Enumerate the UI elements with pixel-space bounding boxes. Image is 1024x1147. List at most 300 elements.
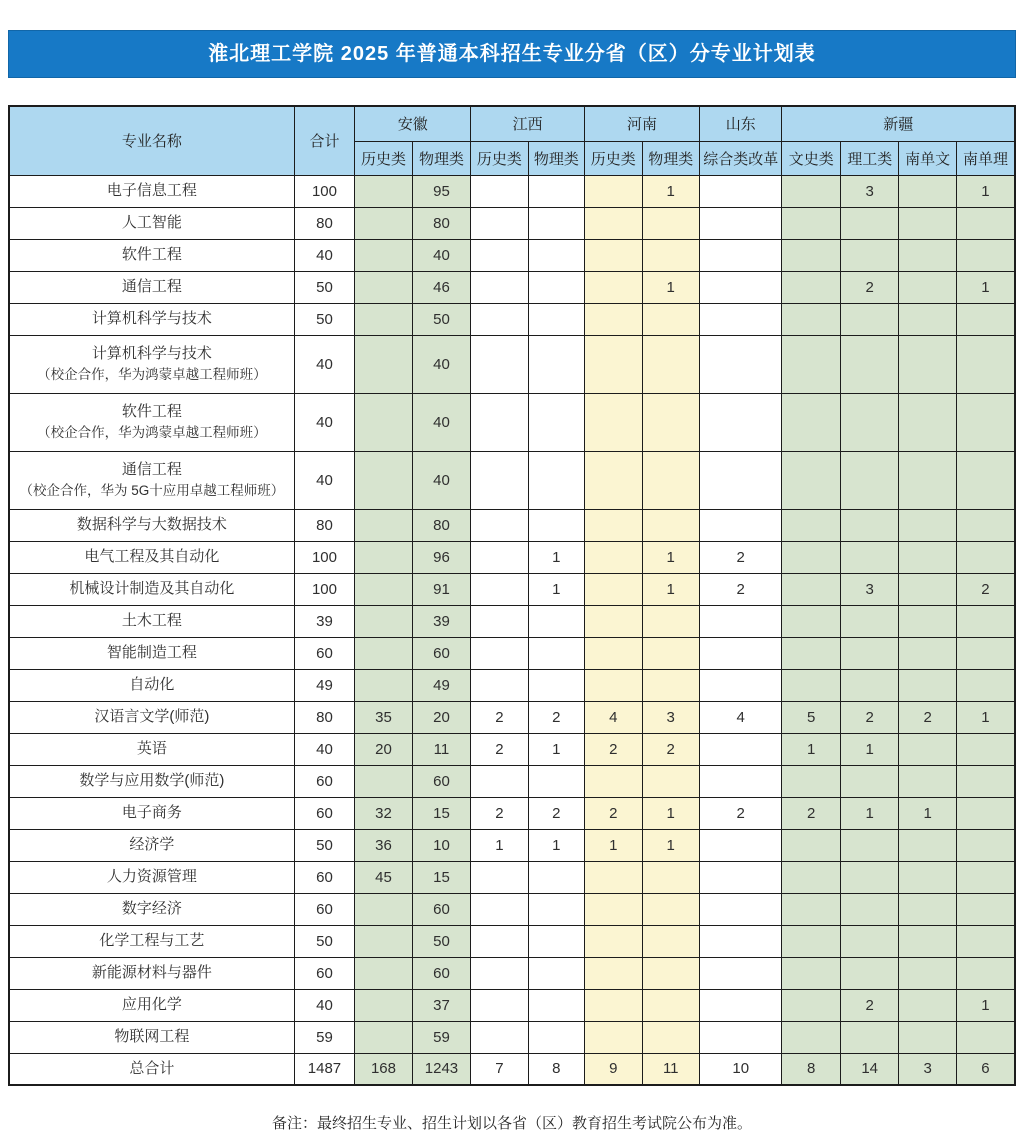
plan-count-cell [471,509,528,541]
plan-count-cell [899,765,956,797]
plan-count-cell: 3 [840,573,898,605]
plan-count-cell [642,207,699,239]
major-name-text: 人工智能 [121,214,182,232]
plan-count-cell [355,893,412,925]
plan-count-cell: 15 [412,797,470,829]
plan-count-cell [899,829,956,861]
plan-count-cell [956,861,1015,893]
plan-count-cell: 4 [585,701,642,733]
plan-count-cell [899,175,956,207]
major-name-cell [9,573,294,605]
plan-count-cell: 2 [528,701,584,733]
plan-count-cell [471,957,528,989]
plan-count-cell: 50 [294,271,355,303]
plan-count-cell: 59 [294,1021,355,1053]
plan-count-cell: 4 [699,701,782,733]
plan-count-cell [840,957,898,989]
plan-count-cell [355,541,412,573]
plan-count-cell [355,925,412,957]
plan-count-cell: 1 [642,797,699,829]
plan-count-cell [840,393,898,451]
header-subject: 南单文 [899,141,956,175]
header-subject: 历史类 [355,141,412,175]
plan-count-cell [585,893,642,925]
plan-count-cell: 40 [412,393,470,451]
plan-count-cell [956,509,1015,541]
major-name-text: 自动化 [129,676,175,694]
plan-count-cell [642,303,699,335]
plan-count-cell: 1 [585,829,642,861]
major-name-text: 物联网工程 [114,1028,190,1046]
table-row [9,797,1015,829]
table-row [9,541,1015,573]
plan-count-cell: 6 [956,1053,1015,1085]
major-name-cell [9,637,294,669]
plan-count-cell: 2 [782,797,840,829]
plan-count-cell: 1 [956,701,1015,733]
plan-count-cell [899,509,956,541]
plan-count-cell: 2 [699,797,782,829]
major-name-cell [9,541,294,573]
plan-count-cell [899,605,956,637]
plan-count-cell [355,765,412,797]
table-body [9,175,1015,1085]
plan-count-cell: 60 [412,893,470,925]
table-row [9,207,1015,239]
plan-count-cell [782,393,840,451]
plan-count-cell [782,765,840,797]
enrollment-plan-table [8,105,1016,1086]
plan-count-cell: 91 [412,573,470,605]
header-total: 合计 [294,106,355,175]
plan-count-cell [899,733,956,765]
major-name-cell [9,925,294,957]
plan-count-cell: 40 [294,335,355,393]
plan-count-cell [956,797,1015,829]
plan-count-cell [355,957,412,989]
table-row [9,271,1015,303]
plan-count-cell: 2 [585,733,642,765]
plan-count-cell [956,957,1015,989]
major-name-cell [9,957,294,989]
plan-count-cell [528,861,584,893]
plan-count-cell [528,451,584,509]
table-row [9,303,1015,335]
major-name-text: 总合计 [129,1059,175,1077]
major-name-text: 经济学 [129,836,175,854]
plan-count-cell [642,957,699,989]
plan-count-cell [840,829,898,861]
plan-count-cell [956,1021,1015,1053]
plan-count-cell [642,989,699,1021]
plan-count-cell [782,573,840,605]
plan-count-cell [699,989,782,1021]
plan-count-cell [585,765,642,797]
plan-count-cell [355,271,412,303]
plan-count-cell [528,271,584,303]
table-row [9,925,1015,957]
plan-count-cell [585,605,642,637]
plan-count-cell: 40 [294,989,355,1021]
major-name-cell [9,893,294,925]
plan-count-cell: 80 [294,509,355,541]
plan-count-cell: 2 [699,541,782,573]
plan-count-cell: 1 [642,829,699,861]
plan-count-cell: 2 [840,989,898,1021]
plan-count-cell: 1 [642,541,699,573]
plan-count-cell [840,925,898,957]
plan-count-cell [642,335,699,393]
plan-count-cell [471,605,528,637]
plan-count-cell [355,669,412,701]
plan-count-cell: 60 [294,765,355,797]
plan-count-cell: 11 [642,1053,699,1085]
plan-count-cell: 2 [956,573,1015,605]
plan-count-cell [956,925,1015,957]
table-row [9,573,1015,605]
plan-count-cell: 37 [412,989,470,1021]
plan-count-cell [899,989,956,1021]
plan-count-cell [355,605,412,637]
plan-count-cell [782,989,840,1021]
major-name-text: 通信工程 [121,278,182,296]
plan-count-cell [585,669,642,701]
plan-count-cell [782,451,840,509]
plan-count-cell: 40 [412,239,470,271]
table-row [9,239,1015,271]
plan-count-cell [899,239,956,271]
major-name-text: 数字经济 [121,900,182,918]
plan-count-cell [899,335,956,393]
major-name-text: 新能源材料与器件 [91,964,212,982]
plan-count-cell: 50 [412,303,470,335]
major-name-cell [9,829,294,861]
plan-count-cell: 60 [294,637,355,669]
plan-count-cell [642,605,699,637]
plan-count-cell: 1 [956,989,1015,1021]
table-row [9,989,1015,1021]
plan-count-cell [528,637,584,669]
major-name-text: 软件工程 [121,403,182,421]
plan-count-cell [782,861,840,893]
plan-count-cell [782,335,840,393]
plan-count-cell [840,893,898,925]
table-row [9,605,1015,637]
plan-count-cell [585,393,642,451]
plan-count-cell [899,541,956,573]
plan-count-cell: 1 [528,733,584,765]
plan-count-cell: 40 [412,451,470,509]
plan-count-cell [782,957,840,989]
major-name-cell [9,733,294,765]
major-name-text: 机械设计制造及其自动化 [69,580,235,598]
plan-count-cell [782,271,840,303]
plan-count-cell [840,335,898,393]
plan-count-cell [642,637,699,669]
footnote: 备注：最终招生专业、招生计划以各省（区）教育招生考试院公布为准。 [271,1115,752,1132]
table-row [9,637,1015,669]
plan-count-cell [528,957,584,989]
plan-count-cell [956,605,1015,637]
major-name-cell [9,271,294,303]
plan-count-cell [642,925,699,957]
plan-count-cell [899,925,956,957]
plan-count-cell: 40 [412,335,470,393]
plan-count-cell [899,957,956,989]
major-name-text: 通信工程 [121,461,182,479]
plan-count-cell [956,541,1015,573]
plan-count-cell [528,175,584,207]
plan-count-cell: 95 [412,175,470,207]
plan-count-cell: 60 [412,765,470,797]
plan-count-cell: 1 [642,175,699,207]
major-name-cell [9,207,294,239]
plan-count-cell [585,573,642,605]
plan-count-cell [642,1021,699,1053]
plan-count-cell [699,393,782,451]
plan-count-cell [840,861,898,893]
plan-count-cell [585,957,642,989]
plan-count-cell [355,989,412,1021]
table-row [9,509,1015,541]
plan-count-cell [699,861,782,893]
plan-count-cell: 5 [782,701,840,733]
plan-count-cell [899,271,956,303]
plan-count-cell [585,303,642,335]
header-subject: 文史类 [782,141,840,175]
plan-count-cell [528,509,584,541]
plan-count-cell [782,1021,840,1053]
plan-count-cell [355,1021,412,1053]
plan-count-cell [471,861,528,893]
plan-count-cell: 20 [355,733,412,765]
major-name-text: 人力资源管理 [106,868,197,886]
plan-count-cell [840,765,898,797]
plan-count-cell: 1487 [294,1053,355,1085]
plan-count-cell: 3 [840,175,898,207]
plan-count-cell [528,605,584,637]
plan-count-cell [355,335,412,393]
plan-count-cell [528,303,584,335]
plan-count-cell [585,207,642,239]
major-name-text: 电子信息工程 [106,182,197,200]
major-name-cell [9,989,294,1021]
plan-count-cell: 1 [956,271,1015,303]
major-name-cell [9,175,294,207]
major-name-cell [9,393,294,451]
plan-count-cell [471,1021,528,1053]
major-name-subtext: （校企合作，华为鸿蒙卓越工程师班） [37,425,267,441]
major-name-text: 英语 [136,740,167,758]
plan-count-cell [956,765,1015,797]
plan-count-cell: 32 [355,797,412,829]
table-row [9,733,1015,765]
plan-count-cell [471,175,528,207]
major-name-text: 软件工程 [121,246,182,264]
plan-count-cell [840,207,898,239]
plan-count-cell: 10 [699,1053,782,1085]
plan-count-cell: 1243 [412,1053,470,1085]
plan-count-cell [471,271,528,303]
plan-count-cell [642,239,699,271]
plan-count-cell: 2 [699,573,782,605]
plan-count-cell [585,175,642,207]
plan-count-cell: 14 [840,1053,898,1085]
plan-count-cell: 49 [294,669,355,701]
plan-count-cell: 1 [471,829,528,861]
plan-count-cell [355,303,412,335]
plan-count-cell: 2 [899,701,956,733]
plan-count-cell [782,829,840,861]
plan-count-cell: 168 [355,1053,412,1085]
plan-count-cell [840,303,898,335]
plan-count-cell: 1 [528,541,584,573]
plan-count-cell [840,239,898,271]
plan-count-cell [585,637,642,669]
plan-count-cell: 59 [412,1021,470,1053]
plan-count-cell: 49 [412,669,470,701]
plan-count-cell [956,239,1015,271]
plan-count-cell: 2 [528,797,584,829]
table-row [9,957,1015,989]
plan-count-cell: 60 [412,637,470,669]
plan-count-cell: 2 [642,733,699,765]
plan-count-cell [699,271,782,303]
major-name-cell [9,1053,294,1085]
plan-count-cell [355,393,412,451]
major-name-text: 数学与应用数学(师范) [79,772,225,790]
plan-count-cell [699,303,782,335]
plan-count-cell [642,509,699,541]
plan-count-cell [899,893,956,925]
plan-count-cell [355,573,412,605]
plan-count-cell [699,669,782,701]
plan-count-cell: 40 [294,451,355,509]
plan-count-cell [699,893,782,925]
plan-count-cell [956,733,1015,765]
plan-count-cell [471,451,528,509]
plan-count-cell [699,207,782,239]
major-name-text: 土木工程 [121,612,182,630]
plan-count-cell [840,509,898,541]
plan-count-cell [956,637,1015,669]
plan-count-cell [840,605,898,637]
plan-count-cell: 2 [840,271,898,303]
major-name-subtext: （校企合作，华为 5G十应用卓越工程师班） [19,483,285,499]
plan-count-cell: 8 [782,1053,840,1085]
major-name-cell [9,509,294,541]
major-name-cell [9,335,294,393]
major-name-text: 智能制造工程 [106,644,197,662]
plan-count-cell: 96 [412,541,470,573]
major-name-text: 应用化学 [121,996,182,1014]
plan-count-cell [528,669,584,701]
plan-count-cell [699,925,782,957]
plan-count-cell [528,393,584,451]
plan-count-cell [782,303,840,335]
table-row [9,175,1015,207]
table-row [9,829,1015,861]
plan-count-cell: 11 [412,733,470,765]
plan-count-cell [642,765,699,797]
plan-count-cell [585,1021,642,1053]
page [8,30,1016,1133]
plan-count-cell: 40 [294,239,355,271]
header-subject: 理工类 [840,141,898,175]
plan-count-cell [899,637,956,669]
major-name-cell [9,701,294,733]
major-name-subtext: （校企合作，华为鸿蒙卓越工程师班） [37,367,267,383]
major-name-text: 电子商务 [121,804,182,822]
table-header [9,106,1015,175]
plan-count-cell [782,175,840,207]
major-name-cell [9,239,294,271]
plan-count-cell [899,451,956,509]
plan-count-cell: 1 [642,271,699,303]
plan-count-cell: 10 [412,829,470,861]
plan-count-cell [471,989,528,1021]
plan-count-cell: 100 [294,541,355,573]
plan-count-cell [899,207,956,239]
plan-count-cell [699,451,782,509]
major-name-cell [9,303,294,335]
table-row [9,393,1015,451]
major-name-cell [9,861,294,893]
plan-count-cell [585,541,642,573]
table-row [9,1021,1015,1053]
plan-count-cell [840,637,898,669]
plan-count-cell [699,1021,782,1053]
plan-count-cell: 50 [294,303,355,335]
header-province: 安徽 [355,106,471,141]
plan-count-cell [699,733,782,765]
table-row [9,451,1015,509]
plan-count-cell [355,509,412,541]
plan-count-cell [471,637,528,669]
plan-count-cell: 50 [294,925,355,957]
plan-count-cell [956,451,1015,509]
plan-count-cell: 80 [294,207,355,239]
header-major-name: 专业名称 [9,106,294,175]
plan-count-cell [642,669,699,701]
plan-count-cell [840,1021,898,1053]
plan-count-cell [528,765,584,797]
plan-count-cell: 2 [471,797,528,829]
plan-count-cell [699,765,782,797]
plan-count-cell [528,239,584,271]
plan-count-cell [899,1021,956,1053]
plan-count-cell [642,893,699,925]
plan-count-cell: 1 [782,733,840,765]
table-row [9,335,1015,393]
plan-count-cell [471,207,528,239]
plan-count-cell: 3 [642,701,699,733]
plan-count-cell [899,303,956,335]
header-subject: 物理类 [528,141,584,175]
plan-count-cell: 2 [471,701,528,733]
plan-count-cell [471,541,528,573]
plan-count-cell: 100 [294,573,355,605]
plan-count-cell [528,1021,584,1053]
header-province: 山东 [699,106,782,141]
plan-count-cell [585,861,642,893]
plan-count-cell: 2 [585,797,642,829]
plan-count-cell [782,541,840,573]
plan-count-cell: 60 [412,957,470,989]
header-subject: 南单理 [956,141,1015,175]
plan-count-cell [528,989,584,1021]
plan-count-cell: 1 [899,797,956,829]
